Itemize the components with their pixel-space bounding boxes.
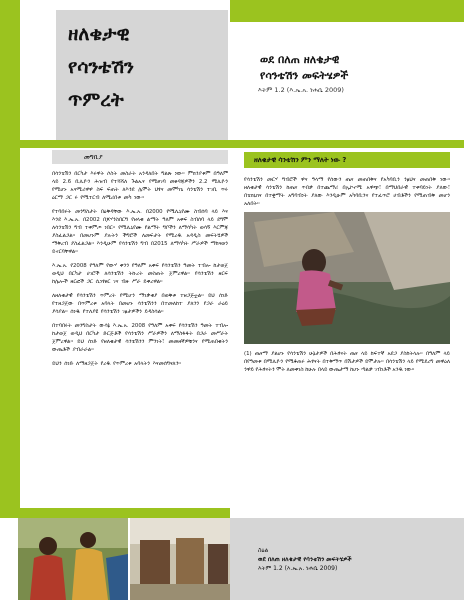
top-green-strip <box>230 0 464 22</box>
intro-paragraph: በተባበሩት መንግስታት ውሳኔ እ.ኤ.አ. 2008 የዓለም አቀፍ የሳንቴሽን ዓመት ተብሎ ከታወጀ ወዲህ በርካታ ድርጅቶች የሳንቴሽን ሥራዎችን ለማስፋፋት በጋራ መሥራት ጀምረዋል፡፡ ይህ ሰነድ የዘለቄታዊ ሳንቴሽንን ምንነት፣ መመዘኛዎቹንና የሚጠበቁትን ውጤቶች ያብራራል፡፡ <box>52 323 228 353</box>
cover-title-line: ጥምረት <box>68 89 124 111</box>
cover-left-band <box>0 0 20 148</box>
latrine-photo <box>130 518 230 600</box>
intro-paragraph: ለዘለቄታዊ የሳንቴሽን ጥምረት የሚሆን ማነቃቂያ በወቅቱ ተዘጋጅቷል፡፡ ይህ ሰነድ የተዘጋጀው በጥምረቱ አባላት በመሆኑ ሳንቴሽንን በተመለከተ ያለንን የጋራ ራዕይ ያሳያል፡፡ ሰነዱ የተለያዩ የሳንቴሽን ገፅታዎችን ይዳስሳል፡፡ <box>52 293 228 315</box>
publication-header <box>230 22 464 148</box>
footer-label: ስዕል <box>258 547 269 554</box>
latrine-photo-illustration <box>130 518 230 600</box>
banner-green-strip <box>20 140 464 148</box>
intro-heading: መግቢያ <box>52 150 228 164</box>
women-photo-illustration <box>18 518 128 600</box>
section-paragraph: የሳንቴሽን መርሃ ግብሮች ዋና ዓላማ የሰውን ጤና መጠበቅና የአካባቢን ንፅህና መጠበቅ ነው፡፡ ዘለቄታዊ ሳንቴሽን ከጤና ጥበቃ በተጨማሪ በኢኮኖሚ አዋጭ፣ በማህበራዊ ተቀባይነት ያለው፣ በቴክኒክና በተቋማት አግባብነት ያለው እንዲሁም አካባቢንና የተፈጥሮ ሀብቶችን የሚጠብቅ መሆን አለበት፡፡ <box>244 177 450 207</box>
child-sanitation-photo <box>244 212 450 344</box>
women-photo <box>18 518 128 600</box>
left-sidebar-band <box>0 148 20 508</box>
publication-title-line: የሳንቴሽን መፍትሄዎች <box>260 69 349 82</box>
bottom-green-strip <box>0 508 230 518</box>
cover-title-line: ዘለቄታዊ <box>68 23 130 45</box>
intro-paragraph: የተባበሩት መንግስታት በዕቅዳቸው እ.ኤ.አ. በ2000 የሚሊኒየሙ ስብሰባ ላይ እና እንደ እ.ኤ.አ. በ2002 በጆሃንስበርግ የዘላቂ ልማት ዓለም አቀፍ ስብሰባ ላይ ደግሞ ለሳንቴሽን ግብ ተቀምጦ ነበር፡፡ የሚሊኒየሙ የልማት ግቦችን ለማሳካት ወሳኝ እርምጃ ያስፈልጋል፡፡ በመሆኑም ያሉትን ችግሮች ለመፍታት የሚረዱ አዳዲስ መፍትሄዎች ማቅረብ ያስፈልጋል፡፡ እንዲሁም የሳንቴሽን ግብ በ2015 ለማሳካት ሥራዎች ማከናወን ይኖርባቸዋል፡፡ <box>52 209 228 255</box>
photo-caption: (1) ጤናማ ያልሆኑ የሳንቴሽን ሁኔታዎች በሕፃናት ጤና ላይ ከፍተኛ አደጋ ያስከትላሉ፡፡ በዓለም ላይ በየዓመቱ በሚሊዮን የሚቆጠሩ ሕፃናት በተቅማጥ በሽታዎች ይሞታሉ፡፡ በሳንቴሽን ላይ የሚደረግ መዋዕለ ንዋይ የሕፃናትን ሞት ለመቀነስ ከሁሉ በላይ ውጤታማ ከሆኑ ጣልቃ ገብነቶች አንዱ ነው፡፡ <box>244 351 450 373</box>
footer-title: ወደ በለጠ ዘለቄታዊ የሳንቴሽን መፍትሄዎች <box>258 556 352 563</box>
footer-subtitle: እትም 1.2 (እ.ኤ.አ. ነሐሴ 2009) <box>258 565 338 572</box>
publication-subtitle: እትም 1.2 (እ.ኤ.አ. ነሐሴ 2009) <box>258 86 344 94</box>
photo-illustration <box>244 212 450 344</box>
intro-column <box>52 150 228 368</box>
section-heading: ዘለቄታዊ ሳንቴሽን ምን ማለት ነው ? <box>244 152 450 168</box>
publication-title <box>260 52 450 84</box>
main-column <box>244 152 450 374</box>
cover-title-line: የሳንቴሽን <box>68 56 134 78</box>
footer-text <box>258 546 352 573</box>
cover-title <box>68 18 134 117</box>
intro-paragraph: ይህን ሰነድ ለማዘጋጀት የረዱ የጥምረቱ አባላትን እናመሰግናለን፡፡ <box>52 361 181 367</box>
publication-title-line: ወደ በለጠ ዘለቄታዊ <box>260 53 340 66</box>
intro-paragraph: እ.ኤ.አ. የ2008 የዓለም የውሃ ቀንን የዓለም አቀፍ የሳንቴሽን ዓመት ተብሎ ከታወጀ ወዲህ በርካታ ሀገሮች ለሳንቴሽን ትኩረት መስጠት ጀምረዋል፡፡ የሳንቴሽን ዘርፍ ከሌሎች ዘርፎች ጋር ሲነፃፀር ገና ብዙ ሥራ ይቀረዋል፡፡ <box>52 263 228 285</box>
intro-paragraph: በሳንቴሽን በርካታ እሩዋት ሶስት መስራት አንዳለበት ግልጽ ነው፡፡ ምክንያቱም በዓለም ላይ 2.6 ቢሊዮን ሕዝብ የተሻሻለ ጉልኡና የሚፀገባ መፀዳጃዎችን 2.2 ሚሊዮን የሚሆኑ አናሚሪዋዋ ስፍ ፍጠት ለእንደ ሌሞት ህፃና መሞካጌ ሳንቴሽን ተገቢ ጥሩ ዕርማ ጋር ሩ የሚተርብ ለሚሪበቱ መካ ነው፡፡ <box>52 171 228 201</box>
